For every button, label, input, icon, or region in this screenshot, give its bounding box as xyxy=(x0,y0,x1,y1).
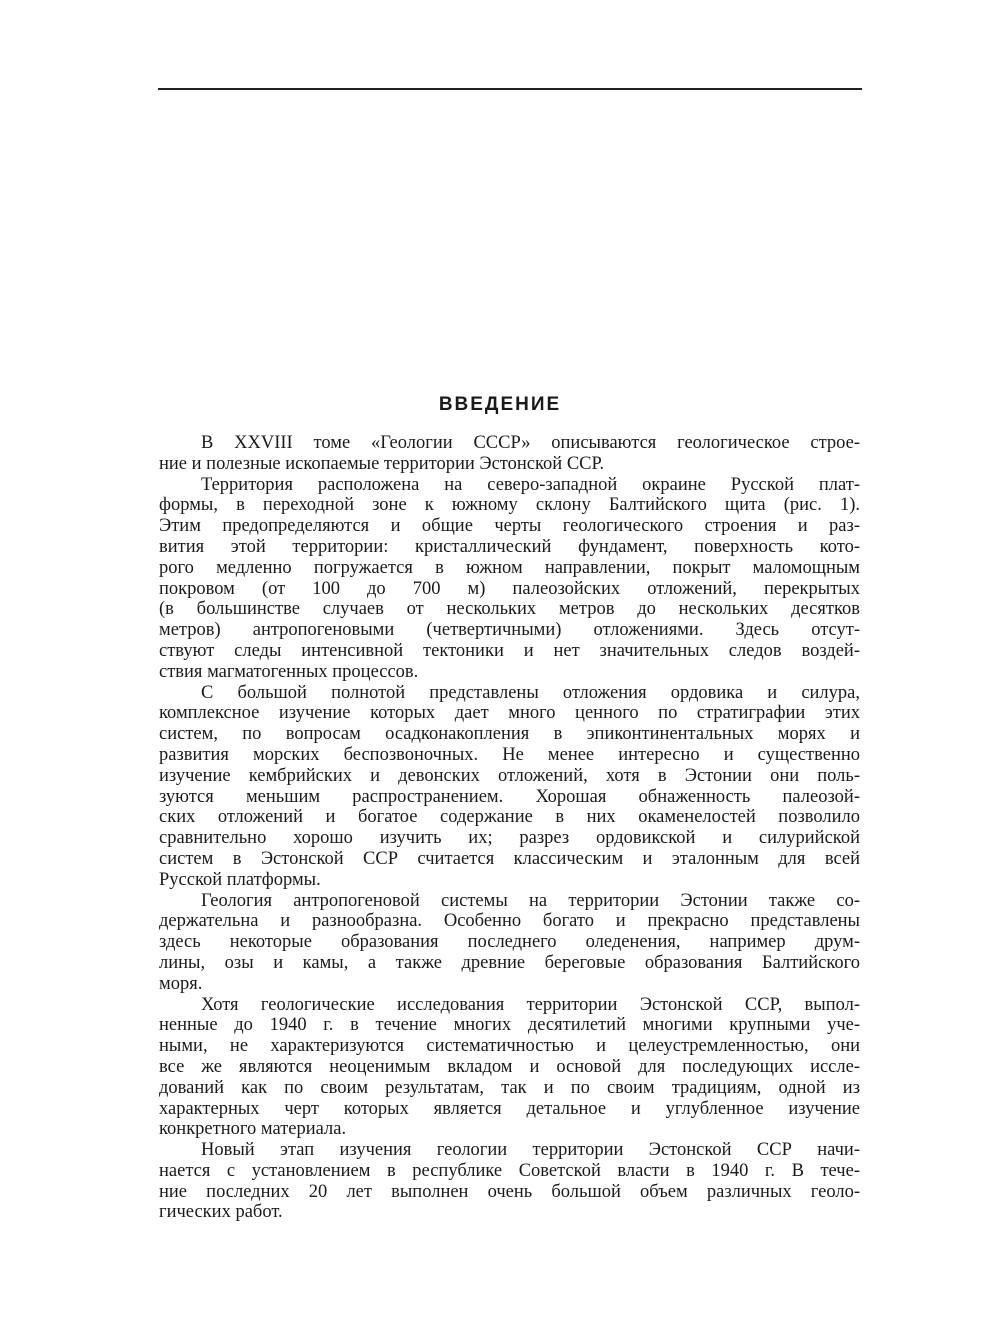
paragraph xyxy=(159,433,860,475)
text-line: Территория расположена на северо-западной окраине Русской плат- xyxy=(201,474,860,495)
text-line: конкретного материала. xyxy=(159,1119,347,1140)
text-line: дований как по своим результатам, так и по своим традициям, одной из xyxy=(159,1077,860,1098)
text-line: сравнительно хорошо изучить их; разрез ордовикской и силурийской xyxy=(159,828,860,849)
text-line: нается с установлением в республике Советской власти в 1940 г. В тече- xyxy=(159,1160,860,1181)
text-line: ских отложений и богатое содержание в них окаменелостей позволило xyxy=(159,807,860,828)
paragraph xyxy=(159,891,860,995)
text-line: лины, озы и камы, а также древние береговые образования Балтийского xyxy=(159,952,860,973)
text-line: систем в Эстонской ССР считается классическим и эталонным для всей xyxy=(159,848,860,869)
text-line: развития морских беспозвоночных. Не менее интересно и существенно xyxy=(159,744,860,765)
top-rule xyxy=(158,88,862,90)
text-line: зуются меньшим распространением. Хорошая обнаженность палеозой- xyxy=(159,786,860,807)
text-line: ненные до 1940 г. в течение многих десятилетий многими крупными уче- xyxy=(159,1015,860,1036)
paragraph xyxy=(159,995,860,1141)
text-line: ствуют следы интенсивной тектоники и нет значительных следов воздей- xyxy=(159,640,860,661)
paragraph xyxy=(159,475,860,683)
text-line: изучение кембрийских и девонских отложений, хотя в Эстонии они поль- xyxy=(159,765,860,786)
text-line: ние последних 20 лет выполнен очень большой объем различных геоло- xyxy=(159,1181,860,1202)
page-title: ВВЕДЕНИЕ xyxy=(438,394,562,415)
text-line: (в большинстве случаев от нескольких метров до нескольких десятков xyxy=(159,599,860,620)
text-line: В XXVIII томе «Геологии СССР» описываются геологическое строе- xyxy=(201,433,860,453)
text-line: С большой полнотой представлены отложения ордовика и силура, xyxy=(201,682,860,703)
text-line: покровом (от 100 до 700 м) палеозойских отложений, перекрытых xyxy=(159,578,860,599)
text-line: рого медленно погружается в южном направлении, покрыт маломощным xyxy=(159,557,860,578)
text-line: вития этой территории: кристаллический фундамент, поверхность кото- xyxy=(159,536,860,557)
paragraph xyxy=(159,683,860,891)
text-line: комплексное изучение которых дает много ценного по стратиграфии этих xyxy=(159,703,860,724)
text-line: Хотя геологические исследования территории Эстонской ССР, выпол- xyxy=(201,994,860,1015)
text-line: все же являются неоценимым вкладом и основой для последующих иссле- xyxy=(159,1056,860,1077)
text-line: систем, по вопросам осадконакопления в эпиконтинентальных морях и xyxy=(159,724,860,745)
text-line: Русской платформы. xyxy=(159,869,321,890)
text-line: ствия магматогенных процессов. xyxy=(159,661,419,682)
text-line: здесь некоторые образования последнего оледенения, например друм- xyxy=(159,932,860,953)
text-line: гических работ. xyxy=(159,1202,283,1223)
text-line: ние и полезные ископаемые территории Эстонской ССР. xyxy=(159,453,605,474)
text-line: Этим предопределяются и общие черты геологического строения и раз- xyxy=(159,516,860,537)
text-line: моря. xyxy=(159,973,203,994)
paragraph xyxy=(159,1140,860,1223)
text-line: держательна и разнообразна. Особенно богато и прекрасно представлены xyxy=(159,911,860,932)
text-line: характерных черт которых является детальное и углубленное изучение xyxy=(159,1098,860,1119)
text-line: Геология антропогеновой системы на территории Эстонии также со- xyxy=(201,890,860,911)
text-line: ными, не характеризуются систематичностью и целеустремленностью, они xyxy=(159,1036,860,1057)
text-line: формы, в переходной зоне к южному склону Балтийского щита (рис. 1). xyxy=(159,495,860,516)
text-line: Новый этап изучения геологии территории Эстонской ССР начи- xyxy=(201,1140,860,1161)
text-line: метров) антропогеновыми (четвертичными) отложениями. Здесь отсут- xyxy=(159,620,860,641)
body-text xyxy=(159,433,860,1223)
